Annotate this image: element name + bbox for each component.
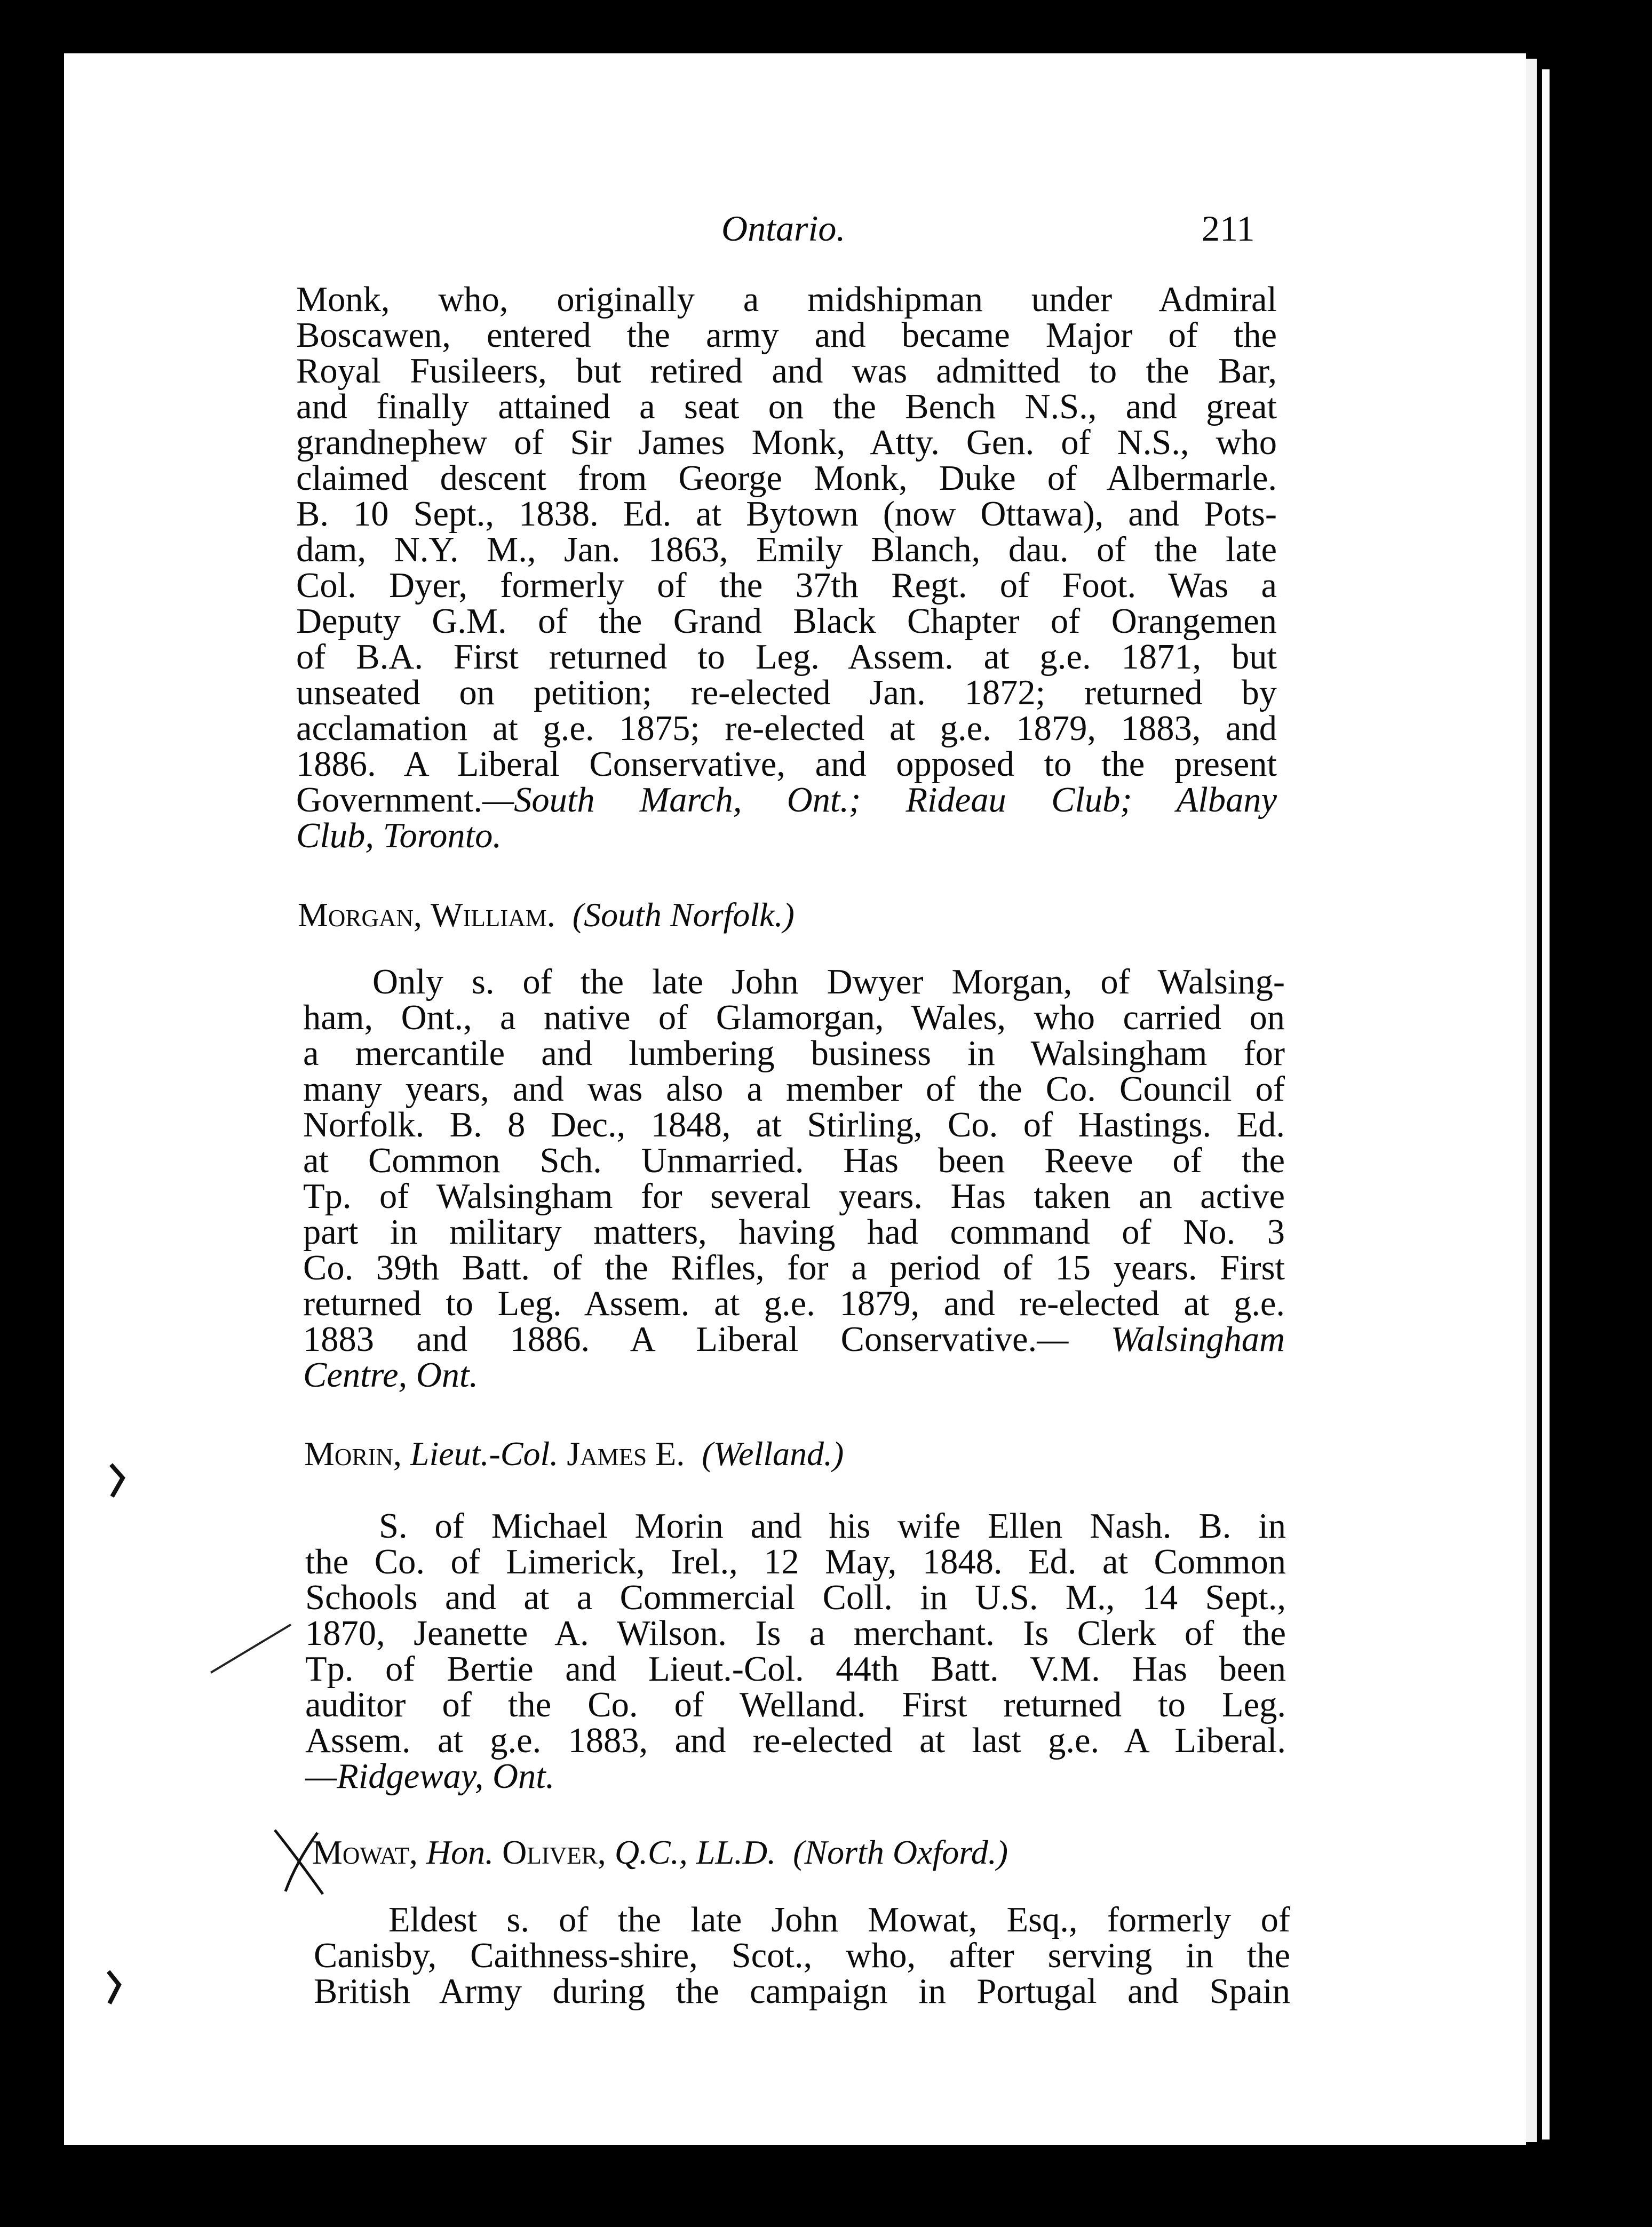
text-line: returned to Leg. Assem. at g.e. 1879, and re-elected at g.e. — [303, 1284, 1285, 1323]
text-line: Schools and at a Commercial Coll. in U.S. M., 14 Sept., — [305, 1578, 1286, 1617]
address-italic: — Walsingham — [1037, 1320, 1285, 1359]
entry-mowat-text — [314, 1902, 1290, 2009]
surname: Morin, — [304, 1435, 402, 1473]
forename: William. — [430, 896, 555, 934]
address-italic: —South March, Ont.; Rideau Club; Albany — [482, 781, 1277, 820]
text-line: S. of Michael Morin and his wife Ellen Nash. B. in — [379, 1507, 1286, 1546]
page-edge — [1526, 59, 1537, 2142]
text-line: auditor of the Co. of Welland. First returned to Leg. — [305, 1685, 1286, 1724]
text-line: claimed descent from George Monk, Duke of Albermarle. — [296, 459, 1277, 498]
text-line: a mercantile and lumbering business in Walsingham for — [303, 1034, 1285, 1073]
page-number: 211 — [1202, 208, 1255, 249]
entry-heading-morgan — [298, 896, 795, 934]
constituency: (South Norfolk.) — [572, 896, 795, 934]
text-line: Norfolk. B. 8 Dec., 1848, at Stirling, Co. of Hastings. Ed. — [303, 1105, 1285, 1144]
text-line: acclamation at g.e. 1875; re-elected at g.e. 1879, 1883, and — [296, 709, 1277, 748]
text-line: Eldest s. of the late John Mowat, Esq., formerly of — [388, 1900, 1290, 1939]
entry-morin-text — [305, 1508, 1286, 1794]
text-line: unseated on petition; re-elected Jan. 1872; returned by — [296, 673, 1277, 712]
text-line: 1886. A Liberal Conservative, and opposed to the present — [296, 745, 1277, 784]
text-line: Col. Dyer, formerly of the 37th Regt. of Foot. Was a — [296, 566, 1277, 605]
text-line: Tp. of Walsingham for several years. Has taken an active — [303, 1177, 1285, 1216]
handwritten-x-mark — [269, 1825, 328, 1899]
margin-bracket-mark — [104, 1969, 125, 2006]
address-italic-line: Centre, Ont. — [303, 1356, 479, 1395]
text-line: dam, N.Y. M., Jan. 1863, Emily Blanch, dau. of the late — [296, 530, 1277, 569]
text-line: ham, Ont., a native of Glamorgan, Wales, who carried on — [303, 998, 1285, 1037]
honours: Q.C., LL.D. — [614, 1833, 776, 1871]
entry-heading-mowat — [312, 1834, 1008, 1871]
title: Lieut.-Col. — [410, 1435, 559, 1473]
forename: James E. — [567, 1435, 685, 1473]
text-line: many years, and was also a member of the Co. Council of — [303, 1070, 1285, 1109]
text-line: Only s. of the late John Dwyer Morgan, of Walsing- — [372, 963, 1285, 1001]
page-edge-inner — [1542, 69, 1550, 2139]
text-plain: Government. — [296, 781, 483, 820]
surname: Morgan, — [298, 896, 422, 934]
text-line: 1870, Jeanette A. Wilson. Is a merchant. Is Clerk of the — [305, 1614, 1286, 1653]
address-italic-line: Club, Toronto. — [296, 816, 502, 855]
text-line — [296, 782, 1277, 818]
text-line: Monk, who, originally a midshipman under Admiral — [296, 280, 1277, 319]
margin-slash-mark — [208, 1622, 293, 1675]
entry-morgan-text — [303, 964, 1285, 1393]
text-line: Tp. of Bertie and Lieut.-Col. 44th Batt. V.M. Has been — [305, 1650, 1286, 1689]
text-line: the Co. of Limerick, Irel., 12 May, 1848. Ed. at Common — [305, 1542, 1286, 1581]
running-header-title: Ontario. — [721, 208, 846, 249]
text-plain: 1883 and 1886. A Liberal Conservative. — [303, 1320, 1037, 1359]
text-line: and finally attained a seat on the Bench N.S., and great — [296, 387, 1277, 426]
text-line: Royal Fusileers, but retired and was admitted to the Bar, — [296, 352, 1277, 391]
text-line: Deputy G.M. of the Grand Black Chapter of Orangemen — [296, 602, 1277, 641]
text-line — [303, 1322, 1285, 1357]
text-line: grandnephew of Sir James Monk, Atty. Gen. of N.S., who — [296, 423, 1277, 462]
text-line: Boscawen, entered the army and became Major of the — [296, 316, 1277, 355]
text-line: at Common Sch. Unmarried. Has been Reeve of the — [303, 1141, 1285, 1180]
text-line: B. 10 Sept., 1838. Ed. at Bytown (now Ottawa), and Pots- — [296, 495, 1277, 534]
constituency: (North Oxford.) — [793, 1833, 1008, 1871]
text-line: British Army during the campaign in Portugal and Spain — [314, 1972, 1290, 2011]
address-italic-line: —Ridgeway, Ont. — [305, 1757, 555, 1796]
text-line: of B.A. First returned to Leg. Assem. at g.e. 1871, but — [296, 638, 1277, 677]
text-line: Co. 39th Batt. of the Rifles, for a period of 15 years. First — [303, 1248, 1285, 1287]
surname: Mowat, — [312, 1833, 418, 1871]
text-line: Canisby, Caithness-shire, Scot., who, after serving in the — [314, 1936, 1290, 1975]
text-line: Assem. at g.e. 1883, and re-elected at last g.e. A Liberal. — [305, 1721, 1286, 1760]
margin-bracket-mark — [107, 1462, 128, 1499]
entry-heading-morin — [304, 1435, 844, 1473]
title: Hon. — [426, 1833, 494, 1871]
text-line: part in military matters, having had command of No. 3 — [303, 1213, 1285, 1252]
constituency: (Welland.) — [702, 1435, 844, 1473]
forename: Oliver, — [502, 1833, 606, 1871]
entry-monk-text — [296, 282, 1277, 854]
